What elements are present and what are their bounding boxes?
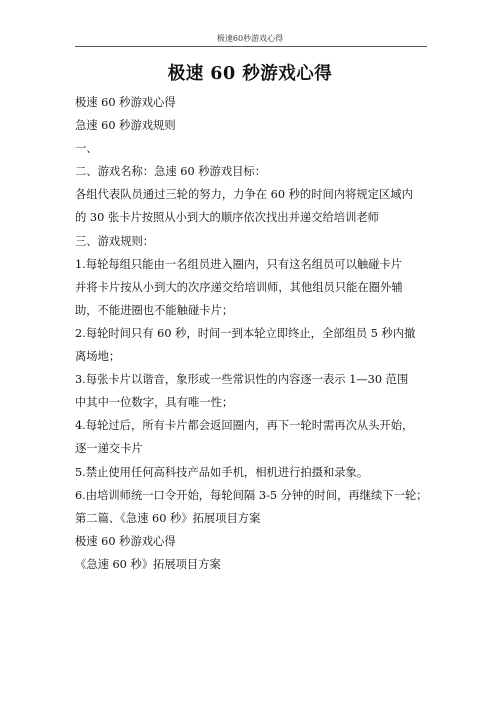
document-body xyxy=(75,91,435,576)
body-line: 三、游戏规则： xyxy=(75,234,155,248)
body-line: 3.每张卡片以谐音，象形或一些常识性的内容逐一表示 1—30 范围 xyxy=(75,373,409,387)
header-divider xyxy=(75,46,427,47)
body-line: 中其中一位数字，具有唯一性； xyxy=(75,396,234,410)
body-line: 助，不能进圈也不能触碰卡片； xyxy=(75,303,234,317)
body-line: 第二篇、《急速 60 秒》拓展项目方案 xyxy=(75,511,261,525)
body-line: 6.由培训师统一口令开始，每轮间隔 3-5 分钟的时间，再继续下一轮； xyxy=(75,488,428,502)
body-line: 二、游戏名称：急速 60 秒游戏目标： xyxy=(75,165,267,179)
body-line: 5.禁止使用任何高科技产品如手机，相机进行拍摄和录象。 xyxy=(75,465,369,479)
body-line: 的 30 张卡片按照从小到大的顺序依次找出并递交给培训老师 xyxy=(75,211,379,225)
body-line: 各组代表队员通过三轮的努力，力争在 60 秒的时间内将规定区域内 xyxy=(75,188,413,202)
running-header: 极速60秒游戏心得 xyxy=(216,34,284,43)
body-line: 1.每轮每组只能由一名组员进入圈内，只有这名组员可以触碰卡片 xyxy=(75,257,403,271)
body-line: 2.每轮时间只有 60 秒，时间一到本轮立即终止，全部组员 5 秒内撤 xyxy=(75,326,416,340)
body-line: 一、 xyxy=(75,142,98,156)
body-line: 离场地； xyxy=(75,350,121,364)
document-title: 极速 60 秒游戏心得 xyxy=(167,64,333,84)
body-line: 急速 60 秒游戏规则 xyxy=(75,119,176,133)
body-line: 4.每轮过后，所有卡片都会返回圈内，再下一轮时需再次从头开始， xyxy=(75,419,414,433)
body-line: 极速 60 秒游戏心得 xyxy=(75,96,176,109)
body-line: 《急速 60 秒》拓展项目方案 xyxy=(75,557,221,571)
body-line: 逐一递交卡片 xyxy=(75,442,143,456)
body-line: 极速 60 秒游戏心得 xyxy=(75,534,176,548)
body-line: 并将卡片按从小到大的次序递交给培训师，其他组员只能在圈外辅 xyxy=(75,280,403,294)
